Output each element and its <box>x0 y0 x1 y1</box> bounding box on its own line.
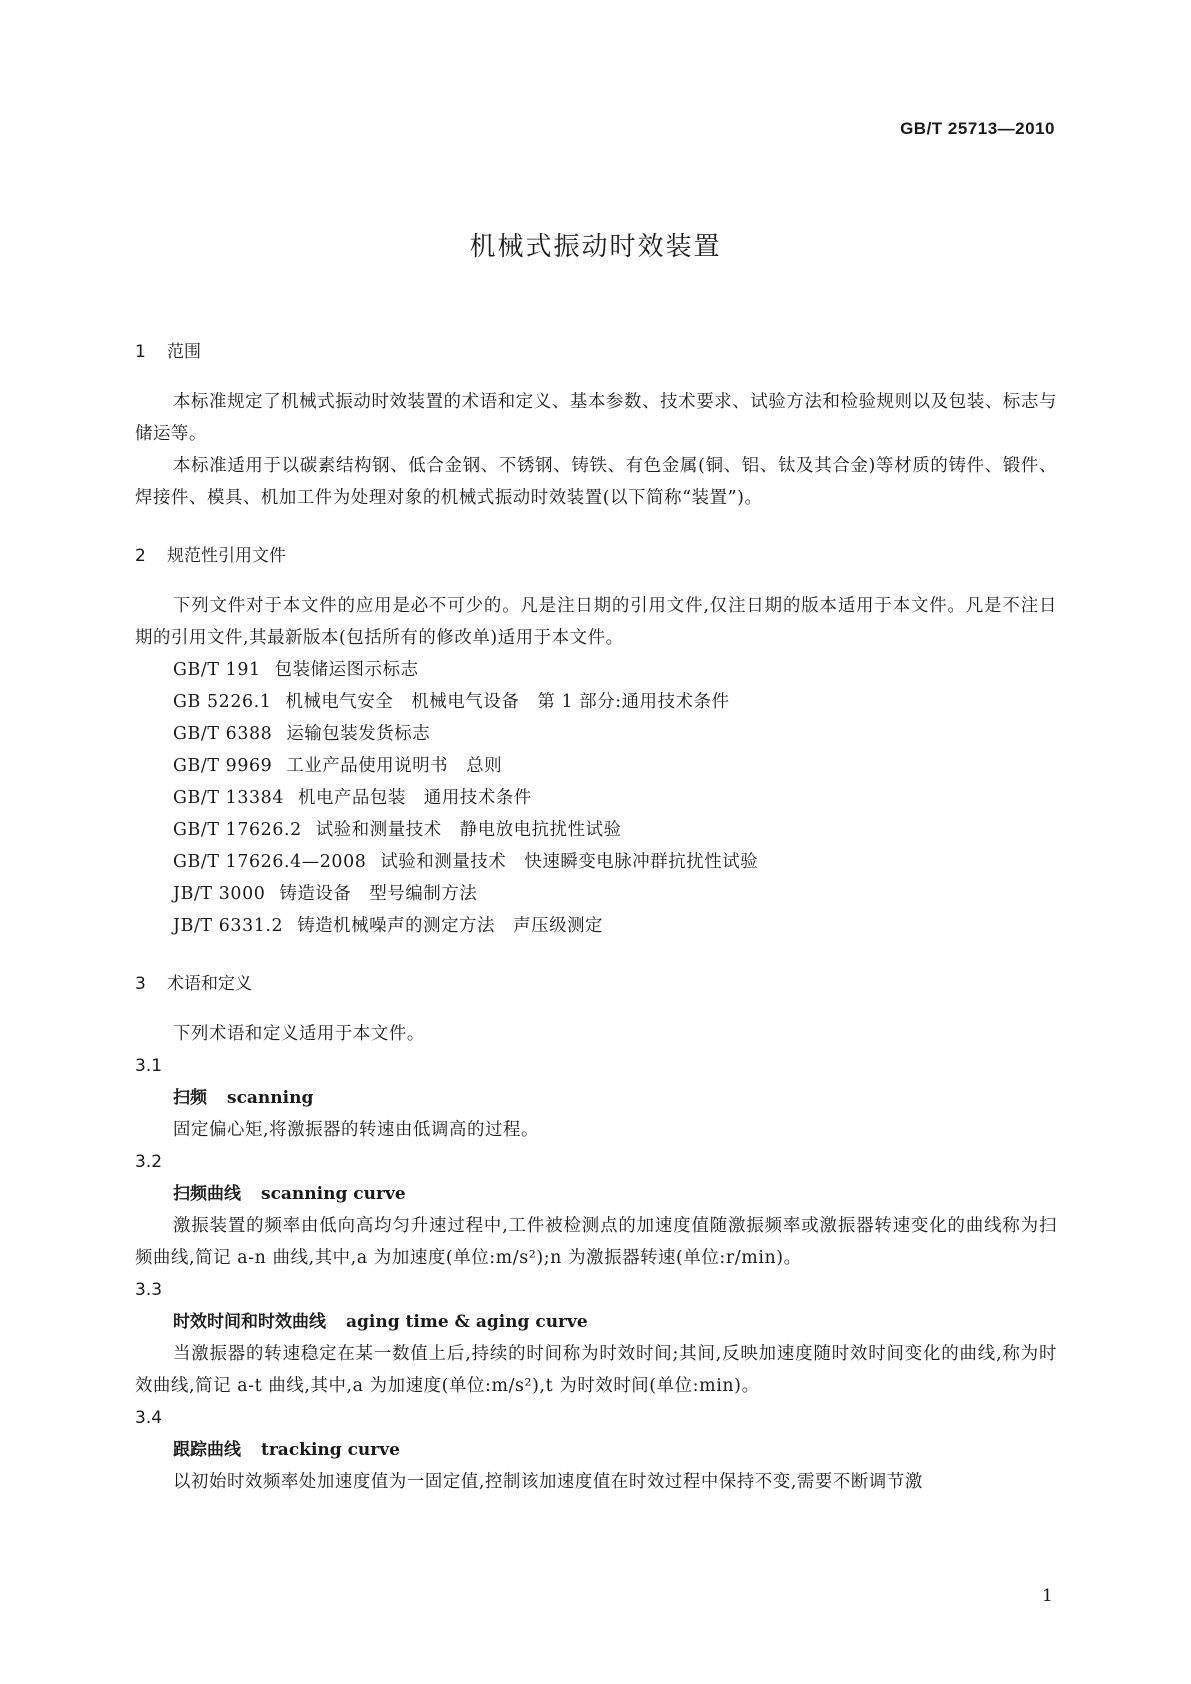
section-heading-scope <box>135 340 1057 364</box>
term-en: aging time & aging curve <box>346 1312 588 1332</box>
term-name <box>135 1434 1057 1466</box>
reference-item <box>135 878 1057 910</box>
reference-title: 工业产品使用说明书 总则 <box>286 756 503 776</box>
reference-code: GB/T 13384 <box>173 788 284 808</box>
reference-item <box>135 782 1057 814</box>
section-number: 2 <box>135 546 146 566</box>
term-number: 3.3 <box>135 1280 163 1300</box>
reference-code: JB/T 6331.2 <box>173 916 284 936</box>
reference-title: 铸造设备 型号编制方法 <box>279 884 478 904</box>
document-body <box>135 340 1057 1498</box>
term-definition: 当激振器的转速稳定在某一数值上后,持续的时间称为时效时间;其间,反映加速度随时效时间变化的曲线,称为时效曲线,简记 a-t 曲线,其中,a 为加速度(单位:m/s²),t 为时效时间(单位:min)。 <box>135 1344 1057 1396</box>
reference-title: 铸造机械噪声的测定方法 声压级测定 <box>297 916 604 936</box>
reference-code: GB/T 191 <box>173 660 261 680</box>
paragraph: 本标准适用于以碳素结构钢、低合金钢、不锈钢、铸铁、有色金属(铜、铝、钛及其合金)等材质的铸件、锻件、焊接件、模具、机加工件为处理对象的机械式振动时效装置(以下简称“装置”)。 <box>135 456 1057 508</box>
term-definition: 固定偏心矩,将激振器的转速由低调高的过程。 <box>173 1120 539 1140</box>
term-en: scanning <box>227 1088 314 1108</box>
term-number: 3.1 <box>135 1056 163 1076</box>
paragraph: 本标准规定了机械式振动时效装置的术语和定义、基本参数、技术要求、试验方法和检验规则以及包装、标志与储运等。 <box>135 392 1057 444</box>
term-number: 3.2 <box>135 1152 163 1172</box>
reference-code: JB/T 3000 <box>173 884 266 904</box>
term-definition: 激振装置的频率由低向高均匀升速过程中,工件被检测点的加速度值随激振频率或激振器转速变化的曲线称为扫频曲线,简记 a-n 曲线,其中,a 为加速度(单位:m/s²);n 为激振器转速(单位:r/min)。 <box>135 1216 1057 1268</box>
section-number: 1 <box>135 342 146 362</box>
term-en: scanning curve <box>261 1184 406 1204</box>
reference-item <box>135 910 1057 942</box>
reference-item <box>135 846 1057 878</box>
reference-code: GB/T 6388 <box>173 724 273 744</box>
term-name <box>135 1306 1057 1338</box>
section-number: 3 <box>135 974 146 994</box>
term-name <box>135 1082 1057 1114</box>
section-heading-terms-definitions <box>135 972 1057 996</box>
reference-title: 机械电气安全 机械电气设备 第 1 部分:通用技术条件 <box>285 692 730 712</box>
standard-number: GB/T 25713—2010 <box>900 119 1055 138</box>
reference-code: GB/T 17626.4—2008 <box>173 852 367 872</box>
term-name <box>135 1178 1057 1210</box>
term-en: tracking curve <box>261 1440 400 1460</box>
term-zh: 跟踪曲线 <box>173 1440 241 1460</box>
reference-code: GB/T 9969 <box>173 756 273 776</box>
reference-item <box>135 750 1057 782</box>
section-heading-normative-references <box>135 544 1057 568</box>
term-zh: 扫频 <box>173 1088 207 1108</box>
section-title: 范围 <box>167 342 201 362</box>
section-title: 规范性引用文件 <box>167 546 286 566</box>
document-title: 机械式振动时效装置 <box>469 232 722 262</box>
term-definition: 以初始时效频率处加速度值为一固定值,控制该加速度值在时效过程中保持不变,需要不断调节激 <box>173 1472 923 1492</box>
reference-title: 试验和测量技术 静电放电抗扰性试验 <box>315 820 622 840</box>
term-number: 3.4 <box>135 1408 163 1428</box>
reference-code: GB 5226.1 <box>173 692 272 712</box>
reference-title: 机电产品包装 通用技术条件 <box>297 788 532 808</box>
reference-item <box>135 814 1057 846</box>
page-number: 1 <box>1042 1586 1053 1606</box>
reference-title: 运输包装发货标志 <box>286 724 431 744</box>
reference-code: GB/T 17626.2 <box>173 820 302 840</box>
reference-title: 试验和测量技术 快速瞬变电脉冲群抗扰性试验 <box>380 852 759 872</box>
paragraph: 下列术语和定义适用于本文件。 <box>173 1024 425 1044</box>
term-zh: 时效时间和时效曲线 <box>173 1312 326 1332</box>
paragraph: 下列文件对于本文件的应用是必不可少的。凡是注日期的引用文件,仅注日期的版本适用于本文件。凡是不注日期的引用文件,其最新版本(包括所有的修改单)适用于本文件。 <box>135 596 1057 648</box>
reference-title: 包装储运图示标志 <box>274 660 419 680</box>
term-zh: 扫频曲线 <box>173 1184 241 1204</box>
reference-item <box>135 686 1057 718</box>
section-title: 术语和定义 <box>167 974 252 994</box>
reference-item <box>135 654 1057 686</box>
reference-item <box>135 718 1057 750</box>
